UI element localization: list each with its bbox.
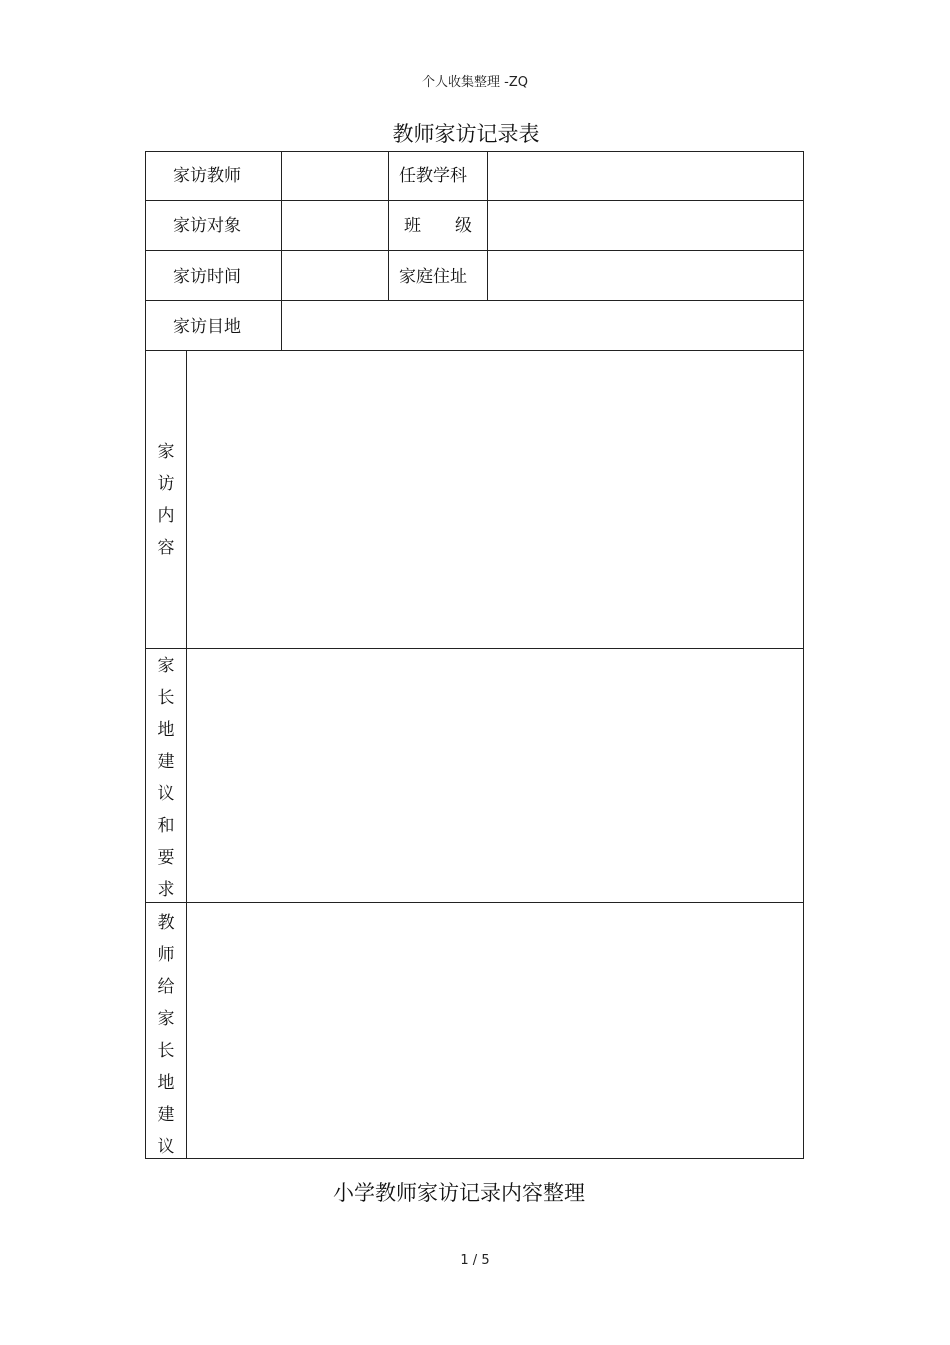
label-visiting-teacher: 家访教师: [173, 166, 241, 186]
visit-purpose-field[interactable]: [282, 301, 803, 350]
label-teacher-suggestions: 教 师 给 家 长 地 建 议: [157, 913, 175, 1157]
header-note: 个人收集整理 -ZQ: [422, 75, 528, 90]
label-subject: 任教学科: [399, 166, 467, 186]
class-field[interactable]: [488, 201, 803, 250]
column-divider: [388, 152, 389, 300]
visit-record-table: [145, 151, 804, 1159]
visit-time-field[interactable]: [282, 251, 388, 300]
label-visit-purpose: 家访目地: [173, 317, 241, 337]
subject-field[interactable]: [488, 152, 803, 200]
visit-target-field[interactable]: [282, 201, 388, 250]
document-subtitle: 小学教师家访记录内容整理: [333, 1181, 585, 1205]
label-parent-suggestions: 家 长 地 建 议 和 要 求: [157, 656, 175, 900]
visit-content-area[interactable]: [187, 351, 803, 648]
page-number: 1 / 5: [460, 1253, 490, 1268]
label-visit-target: 家访对象: [173, 216, 241, 236]
home-address-field[interactable]: [488, 251, 803, 300]
parent-suggestions-area[interactable]: [187, 649, 803, 902]
label-class: 班 级: [404, 216, 472, 236]
label-visit-time: 家访时间: [173, 267, 241, 287]
label-home-address: 家庭住址: [399, 267, 467, 287]
visiting-teacher-field[interactable]: [282, 152, 388, 200]
teacher-suggestions-area[interactable]: [187, 903, 803, 1158]
label-visit-content: 家 访 内 容: [157, 442, 175, 558]
form-title: 教师家访记录表: [392, 122, 540, 146]
